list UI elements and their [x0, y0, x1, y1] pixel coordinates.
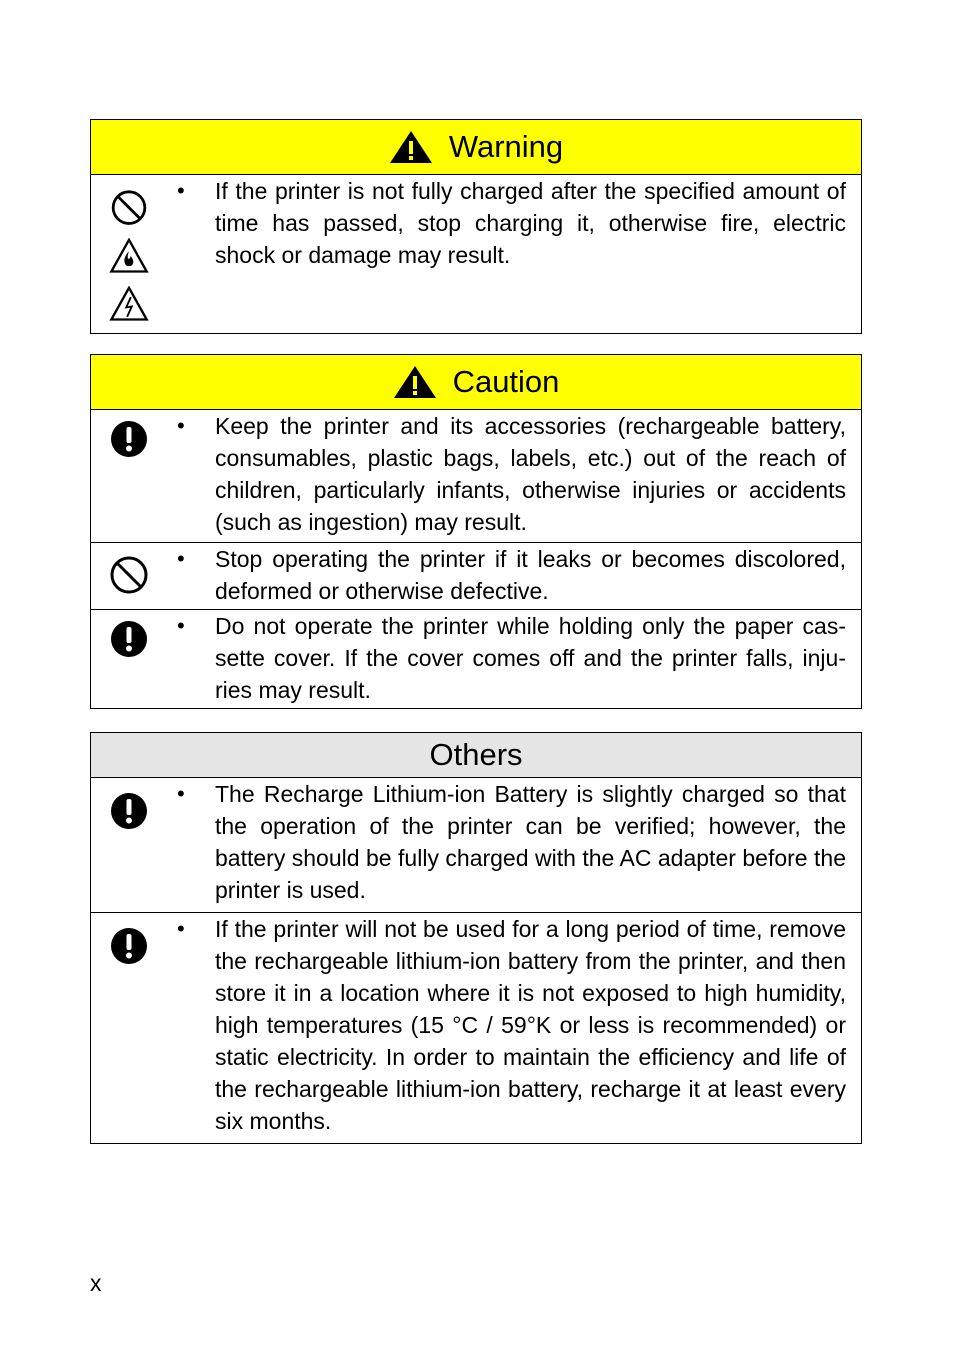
- bullet: •: [177, 781, 185, 806]
- mandatory-action-icon: [110, 420, 148, 458]
- mandatory-action-icon: [110, 927, 148, 965]
- others-item-text: If the printer will not be used for a long period of time, remove the rechargeable lithium-ion battery from the printer, and then store it in a location where it is not exposed to high humidity, high temperatures (15 °C / 59°K or less is recommended) or static electricity. In order to maintain the efficiency and life of the rechargeable lithium-ion battery, recharge it at least every six months.: [215, 916, 846, 1134]
- caution-title: Caution: [452, 364, 560, 399]
- bullet: •: [177, 413, 185, 438]
- prohibition-icon: [109, 189, 149, 226]
- bullet: •: [177, 178, 185, 203]
- page-number: x: [90, 1270, 102, 1296]
- caution-item: [91, 410, 861, 543]
- fire-hazard-icon: [108, 238, 150, 273]
- electric-shock-icon: [108, 286, 150, 321]
- caution-item: [91, 543, 861, 610]
- mandatory-action-icon: [110, 792, 148, 830]
- warning-item-text: If the printer is not fully charged after the specified amount of time has passed, stop charging it, otherwise fire, electric shock or damage may result.: [215, 178, 846, 268]
- caution-item: [91, 610, 861, 708]
- bullet: •: [177, 546, 185, 571]
- bullet: •: [177, 613, 185, 638]
- caution-item-text: Stop operating the printer if it leaks or becomes discolored, deformed or otherwise defective.: [215, 546, 846, 604]
- bullet: •: [177, 916, 185, 941]
- warning-triangle-icon: [393, 365, 437, 399]
- others-box: [90, 732, 862, 1144]
- others-item-text: The Recharge Lithium-ion Battery is slightly charged so that the operation of the printer can be verified; however, the battery should be fully charged with the AC adapter before the printer is used.: [215, 781, 846, 903]
- caution-header: [91, 355, 861, 410]
- others-item: [91, 778, 861, 913]
- others-title: Others: [429, 737, 523, 772]
- prohibition-icon: [109, 555, 149, 595]
- caution-item-text: Do not operate the printer while holding only the paper cas-sette cover. If the cover comes off and the printer falls, inju-ries may result.: [215, 613, 846, 703]
- caution-item-text: Keep the printer and its accessories (rechargeable battery, consumables, plastic bags, labels, etc.) out of the reach of children, particularly infants, otherwise injuries or accidents (such as ingestion) may result.: [215, 413, 846, 535]
- mandatory-action-icon: [110, 620, 148, 658]
- warning-item: [91, 175, 861, 333]
- others-item: [91, 913, 861, 1143]
- caution-box: [90, 354, 862, 709]
- others-header: [91, 733, 861, 778]
- warning-box: [90, 119, 862, 334]
- warning-title: Warning: [448, 129, 564, 164]
- warning-triangle-icon: [389, 130, 433, 164]
- warning-header: [91, 120, 861, 175]
